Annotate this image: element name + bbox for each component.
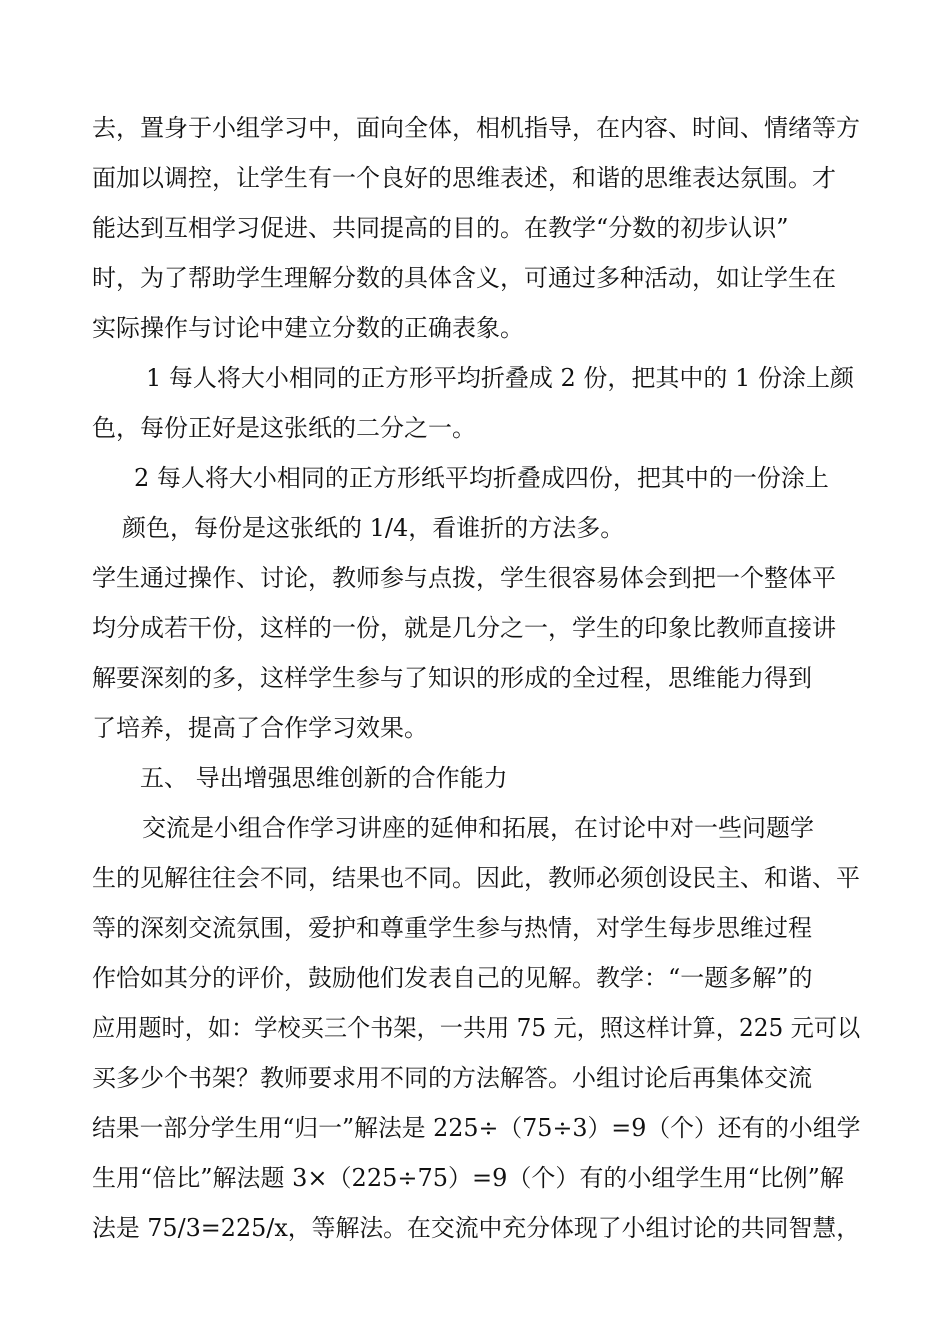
text-line-3: 能达到互相学习促进、共同提高的目的。在教学“分数的初步认识”	[92, 214, 789, 242]
text-line-23: 法是 75/3=225/x，等解法。在交流中充分体现了小组讨论的共同智慧，	[92, 1214, 861, 1242]
text-line-17: 等的深刻交流氛围，爱护和尊重学生参与热情，对学生每步思维过程	[92, 914, 812, 942]
text-line-21: 结果一部分学生用“归一”解法是 225÷（75÷3）=9（个）还有的小组学	[92, 1114, 861, 1142]
text-line-20: 买多少个书架？教师要求用不同的方法解答。小组讨论后再集体交流	[92, 1064, 812, 1092]
text-line-11: 均分成若干份，这样的一份，就是几分之一，学生的印象比教师直接讲	[92, 614, 836, 642]
text-line-2: 面加以调控，让学生有一个良好的思维表述，和谐的思维表达氛围。才	[92, 164, 836, 192]
text-line-13: 了培养，提高了合作学习效果。	[92, 714, 428, 742]
text-line-12: 解要深刻的多，这样学生参与了知识的形成的全过程，思维能力得到	[92, 664, 812, 692]
text-line-7: 色，每份正好是这张纸的二分之一。	[92, 414, 476, 442]
text-line-4: 时，为了帮助学生理解分数的具体含义，可通过多种活动，如让学生在	[92, 264, 836, 292]
text-line-9: 颜色，每份是这张纸的 1/4，看谁折的方法多。	[122, 514, 625, 542]
text-line-8: 2 每人将大小相同的正方形纸平均折叠成四份，把其中的一份涂上	[134, 464, 829, 492]
text-line-15: 交流是小组合作学习讲座的延伸和拓展，在讨论中对一些问题学	[142, 814, 814, 842]
text-line-19: 应用题时，如：学校买三个书架，一共用 75 元，照这样计算，225 元可以	[92, 1014, 861, 1042]
text-line-10: 学生通过操作、讨论，教师参与点拨，学生很容易体会到把一个整体平	[92, 564, 836, 592]
section-heading: 五、 导出增强思维创新的合作能力	[140, 764, 508, 792]
text-line-5: 实际操作与讨论中建立分数的正确表象。	[92, 314, 524, 342]
text-line-22: 生用“倍比”解法题 3×（225÷75）=9（个）有的小组学生用“比例”解	[92, 1164, 844, 1192]
text-line-1: 去，置身于小组学习中，面向全体，相机指导，在内容、时间、情绪等方	[92, 114, 860, 142]
text-line-6: 1 每人将大小相同的正方形平均折叠成 2 份，把其中的 1 份涂上颜	[146, 364, 854, 392]
text-line-16: 生的见解往往会不同，结果也不同。因此，教师必须创设民主、和谐、平	[92, 864, 860, 892]
text-line-18: 作恰如其分的评价，鼓励他们发表自己的见解。教学：“一题多解”的	[92, 964, 813, 992]
